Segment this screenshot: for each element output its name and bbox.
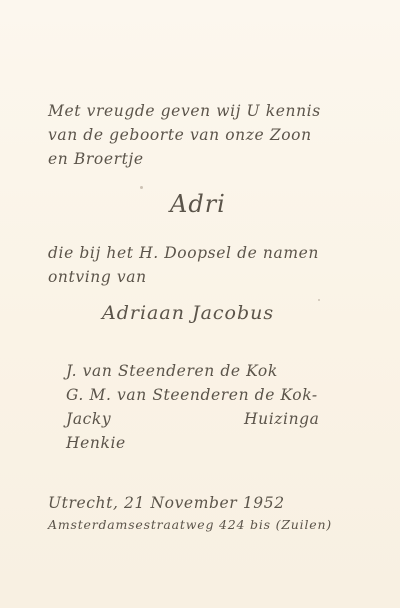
place-and-date: Utrecht, 21 November 1952 [48, 494, 285, 512]
address: Amsterdamsestraatweg 424 bis (Zuilen) [48, 517, 332, 532]
sibling-name-2: Henkie [66, 434, 126, 452]
father-name: J. van Steenderen de Kok [66, 362, 278, 380]
sibling-name-1: Jacky [66, 410, 112, 428]
announcement-line-1: Met vreugde geven wij U kennis [48, 102, 321, 120]
mother-name: G. M. van Steenderen de Kok- [66, 386, 318, 404]
paper-speck [140, 186, 143, 189]
child-name: Adri [170, 190, 226, 218]
baptism-line-1: die bij het H. Doopsel de namen [48, 244, 319, 262]
mother-maiden-name: Huizinga [244, 410, 320, 428]
announcement-line-3: en Broertje [48, 150, 144, 168]
announcement-line-2: van de geboorte van onze Zoon [48, 126, 312, 144]
full-name: Adriaan Jacobus [102, 302, 275, 324]
paper-speck [318, 299, 320, 301]
baptism-line-2: ontving van [48, 268, 147, 286]
